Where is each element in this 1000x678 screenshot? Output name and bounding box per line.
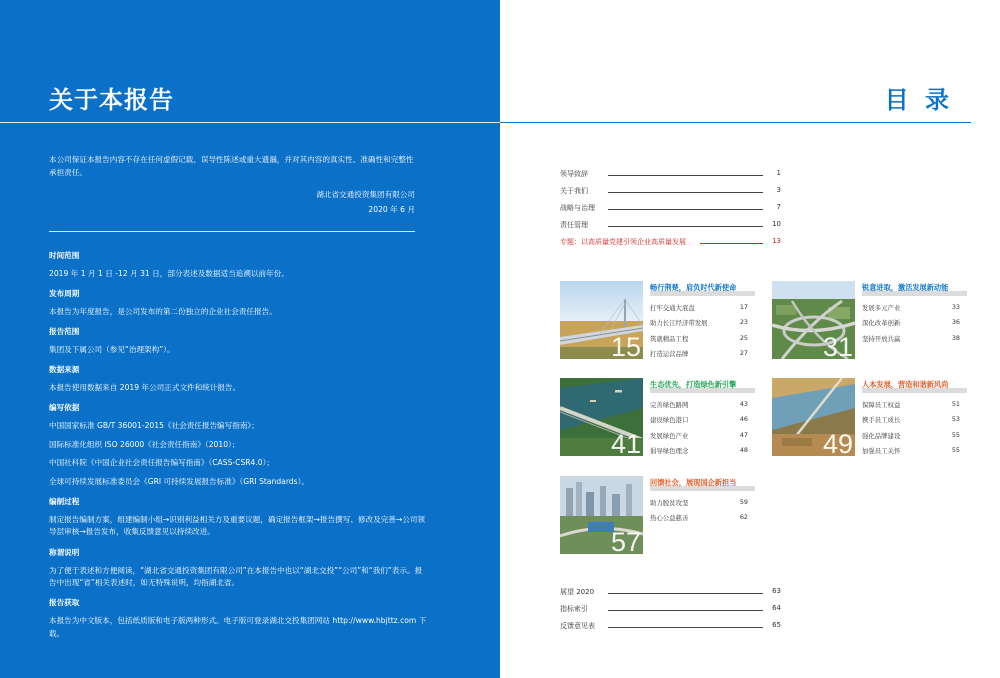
item-page: 48 [739, 446, 748, 455]
item-label: 倡导绿色理念 [650, 447, 689, 456]
section-start-page: 15 [610, 332, 641, 359]
section-heading-scope: 报告范围 [49, 327, 80, 337]
section-item[interactable] [650, 303, 748, 318]
toc-entry-outlook[interactable] [560, 587, 781, 599]
section-thumbnail-river-road [560, 378, 643, 456]
section-item[interactable] [650, 400, 748, 415]
toc-entry-page: 63 [772, 587, 781, 595]
item-page: 27 [739, 349, 748, 358]
item-label: 建设绿色港口 [650, 416, 689, 425]
section-item[interactable] [862, 446, 960, 461]
toc-leader-line [700, 243, 763, 244]
item-page: 46 [739, 415, 748, 424]
toc-leader-line [608, 209, 763, 210]
section-text: 2019 年 1 月 1 日 -12 月 31 日，部分表述及数据适当追溯以前年份。 [49, 269, 289, 278]
section-thumbnail-interchange [772, 281, 855, 359]
toc-entry-label: 指标索引 [560, 605, 588, 613]
toc-leader-line [608, 226, 763, 227]
signer-date: 2020 年 6 月 [368, 205, 415, 214]
responsibility-statement: 本公司保证本报告内容不存在任何虚假记载、误导性陈述或重大遗漏，并对其内容的真实性、准确性和完整性承担责任。 [49, 155, 414, 177]
item-label: 保障员工权益 [862, 401, 901, 409]
title-divider [0, 122, 500, 123]
section-heading: 锐意进取，激活发展新动能 [862, 281, 967, 296]
toc-entry-label: 专题：以高质量党建引领企业高质量发展 [560, 238, 686, 246]
item-label: 携手员工成长 [862, 416, 901, 425]
section-heading: 生态优先，打造绿色新引擎 [650, 378, 755, 393]
item-label: 加强员工关怀 [862, 447, 901, 456]
item-label: 发展多元产业 [862, 304, 901, 312]
item-page: 51 [951, 400, 960, 408]
item-page: 36 [951, 318, 960, 327]
item-page: 33 [951, 303, 960, 311]
toc-entry-page: 7 [776, 203, 781, 211]
section-heading-cycle: 发布周期 [49, 289, 80, 299]
section-items [650, 303, 748, 365]
section-heading-data-source: 数据来源 [49, 365, 80, 375]
section-text: 本报告为中文版本，包括纸质版和电子版两种形式。电子版可登录湖北交投集团网站 http://www.hbjttz.com 下载。 [49, 616, 427, 638]
item-label: 坚持开放共赢 [862, 334, 901, 343]
section-item[interactable] [862, 334, 960, 349]
section-text: 制定报告编制方案，组建编制小组→识别利益相关方及重要议题，确定报告框架→报告撰写、修改及完善→公司领导层审核→报告发布，收集反馈意见以持续改进。 [49, 514, 425, 537]
section-heading-time-range: 时间范围 [49, 251, 80, 260]
toc-leader-line [608, 610, 763, 611]
section-item[interactable] [862, 400, 960, 415]
item-label: 打造运营品牌 [650, 350, 689, 359]
section-item[interactable] [650, 446, 748, 461]
section-items [862, 303, 960, 349]
statement-signature [316, 187, 415, 217]
toc-entry-leader-speech[interactable] [560, 169, 781, 181]
item-label: 完善绿色路网 [650, 401, 689, 409]
toc-entry-page: 13 [772, 237, 781, 245]
section-thumbnail-river-bridge [772, 378, 855, 456]
item-page: 53 [951, 415, 960, 424]
item-label: 筑就精品工程 [650, 334, 689, 343]
section-heading-basis: 编写依据 [49, 403, 80, 413]
toc-entry-page: 64 [772, 604, 781, 612]
toc-entry-label: 战略与治理 [560, 204, 595, 212]
item-label: 助力脱贫攻坚 [650, 499, 689, 507]
item-page: 43 [739, 400, 748, 408]
toc-entry-page: 1 [776, 169, 781, 177]
section-heading: 人本发展，营造和谐新风尚 [862, 378, 967, 393]
item-label: 发展绿色产业 [650, 431, 689, 440]
toc-title-divider [500, 122, 971, 123]
section-thumbnail-bridge [560, 281, 643, 359]
toc-leader-line [608, 627, 763, 628]
section-items [650, 498, 748, 529]
toc-entry-page: 10 [772, 220, 781, 228]
toc-entry-page: 3 [776, 186, 781, 194]
table-of-contents-page [500, 0, 1000, 678]
item-label: 强化品牌建设 [862, 431, 901, 440]
toc-entry-about-us[interactable] [560, 186, 781, 198]
item-page: 59 [739, 498, 748, 506]
section-start-page: 57 [610, 527, 641, 554]
section-start-page: 49 [822, 429, 853, 456]
section-text: 国际标准化组织 ISO 26000《社会责任指南》（2010）； [49, 439, 240, 449]
section-text: 中国社科院《中国企业社会责任报告编写指南》（CASS-CSR4.0）； [49, 458, 275, 468]
item-page: 62 [739, 513, 748, 522]
section-text: 本报告使用数据来自 2019 年公司正式文件和统计报告。 [49, 383, 241, 393]
about-report-title: 关于本报告 [49, 86, 174, 114]
section-text: 中国国家标准 GB/T 36001-2015《社会责任报告编写指南》； [49, 421, 259, 431]
section-item[interactable] [650, 415, 748, 430]
item-label: 助力长江经济带发展 [650, 319, 708, 328]
section-start-page: 41 [610, 429, 641, 456]
item-page: 23 [739, 318, 748, 327]
section-item[interactable] [650, 318, 748, 333]
item-label: 深化改革创新 [862, 319, 901, 328]
toc-entry-label: 展望 2020 [560, 588, 595, 596]
section-heading: 回馈社会，展现国企新担当 [650, 476, 755, 491]
toc-leader-line [608, 593, 763, 594]
item-page: 47 [739, 430, 748, 439]
toc-entry-label: 反馈意见表 [560, 622, 595, 630]
toc-leader-line [608, 175, 763, 176]
section-divider [49, 231, 415, 232]
section-item[interactable] [650, 498, 748, 513]
section-item[interactable] [650, 334, 748, 349]
item-label: 打牢交通大底盘 [650, 304, 695, 312]
section-heading: 畅行荆楚，肩负时代新使命 [650, 281, 755, 296]
section-item[interactable] [862, 303, 960, 318]
toc-entry-label: 领导致辞 [560, 170, 588, 178]
signer-company: 湖北省交通投资集团有限公司 [316, 190, 415, 199]
section-item[interactable] [862, 431, 960, 446]
section-item[interactable] [862, 318, 960, 333]
section-items [650, 400, 748, 462]
item-page: 55 [951, 446, 960, 455]
section-heading-access: 报告获取 [49, 598, 80, 608]
item-label: 热心公益慈善 [650, 514, 689, 523]
section-text: 为了便于表述和方便阅读，“湖北省交通投资集团有限公司”在本报告中也以“湖北交投”“公司”和“我们”表示。报告中出现“省”相关表述时，如无特殊说明，均指湖北省。 [49, 565, 423, 588]
section-thumbnail-city [560, 476, 643, 554]
section-items [862, 400, 960, 462]
toc-entry-feedback[interactable] [560, 621, 781, 633]
item-page: 38 [951, 333, 960, 342]
section-heading-process: 编制过程 [49, 496, 80, 506]
section-start-page: 31 [822, 332, 853, 359]
item-page: 17 [739, 303, 748, 311]
toc-leader-line [608, 192, 763, 193]
section-item[interactable] [650, 431, 748, 446]
section-item[interactable] [650, 513, 748, 528]
section-heading-naming: 称谓说明 [49, 547, 80, 557]
toc-entry-special-topic[interactable] [560, 237, 781, 249]
toc-entry-responsibility[interactable] [560, 220, 781, 232]
toc-entry-strategy[interactable] [560, 203, 781, 215]
report-info-sections [49, 250, 429, 640]
section-item[interactable] [862, 415, 960, 430]
toc-entry-label: 关于我们 [560, 187, 588, 195]
section-text: 本报告为年度报告，是公司发布的第二份独立的企业社会责任报告。 [49, 307, 277, 317]
section-text: 全球可持续发展标准委员会《GRI 可持续发展报告标准》（GRI Standards）。 [49, 476, 309, 486]
toc-entry-label: 责任管理 [560, 221, 588, 229]
item-page: 55 [951, 430, 960, 439]
section-item[interactable] [650, 349, 748, 364]
toc-entry-page: 65 [772, 621, 781, 629]
toc-title: 目 录 [884, 86, 953, 114]
section-text: 集团及下属公司（参见“治理架构”）。 [49, 345, 175, 355]
item-page: 25 [739, 333, 748, 342]
toc-entry-index[interactable] [560, 604, 781, 616]
